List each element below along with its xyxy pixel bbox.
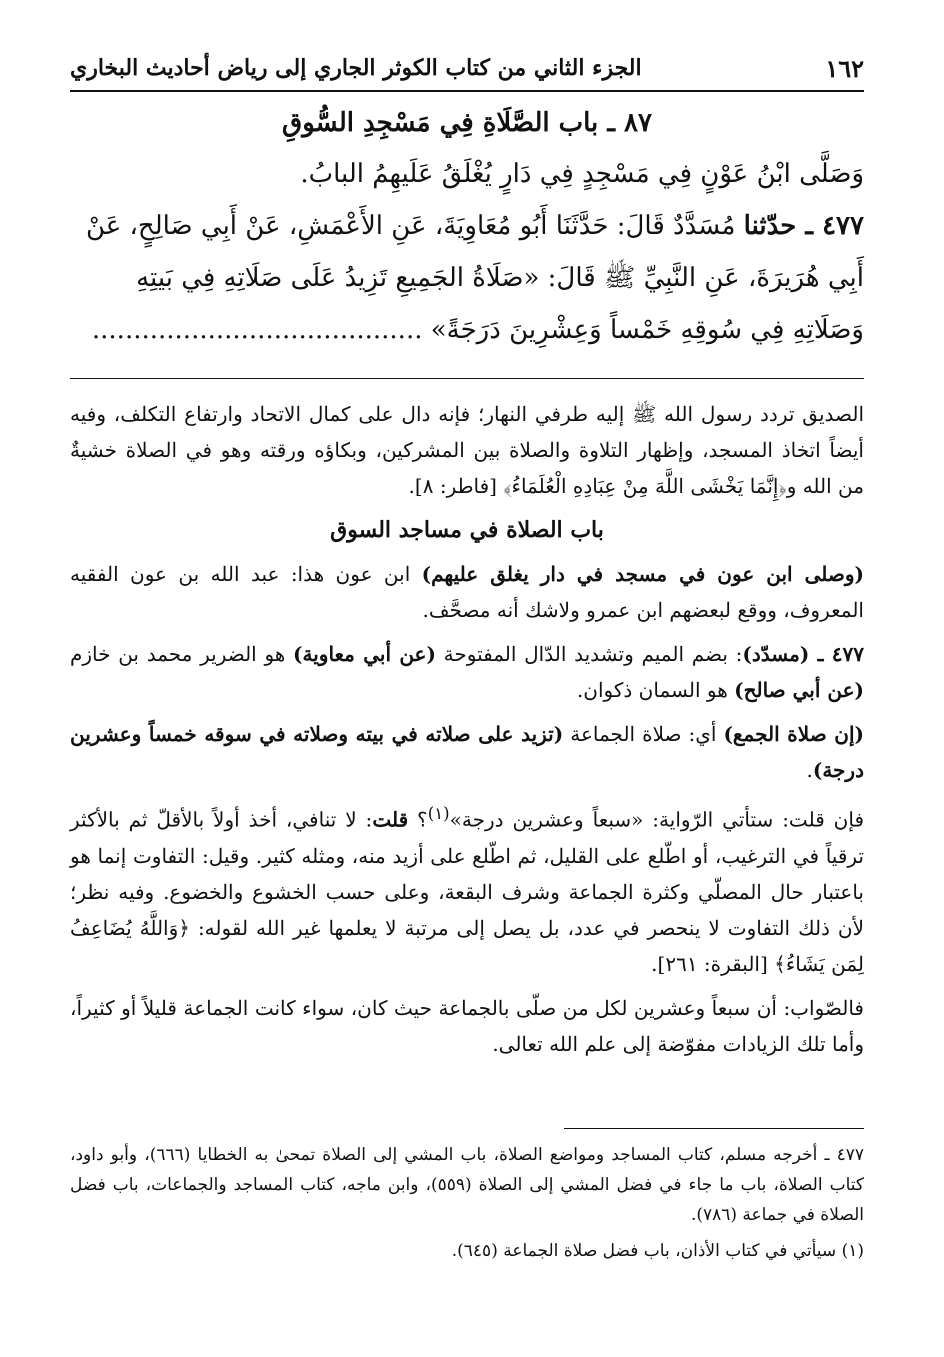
hadith-block bbox=[70, 148, 864, 356]
main-separator bbox=[70, 378, 864, 379]
footnote-ref: (١) bbox=[427, 804, 450, 823]
chapter-tarjama: وَصَلَّى ابْنُ عَوْنٍ فِي مَسْجِدٍ فِي دَارٍ يُغْلَقُ عَلَيهِمُ البابُ. bbox=[300, 159, 864, 189]
quoted-text: (تزيد على صلاته في بيته وصلاته في سوقه خمساً وعشرين درجة) bbox=[70, 722, 864, 782]
paragraph-text: : بضم الميم وتشديد الدّال المفتوحة bbox=[435, 642, 743, 666]
qult-label: قلت bbox=[372, 807, 409, 832]
quoted-text: (عن أبي صالح) bbox=[734, 678, 864, 702]
paragraph-text: ؟ bbox=[408, 807, 428, 832]
commentary-intro: الصديق تردد رسول الله ﷺ إليه طرفي النهار؛ فإنه دال على كمال الاتحاد وارتفاع التكلف، وفيه أيضاً اتخاذ المسجد، وإظهار التلاوة والصلاة بين المشركين، وبكاؤه ورقته وهو في الصلاة خشيةٌ من الله و﴿إِنَّمَا يَخْشَى اللَّهَ مِنْ عِبَادِهِ الْعُلَمَاءُ﴾ [فاطر: ٨]. bbox=[70, 402, 864, 498]
page-number: ١٦٢ bbox=[825, 53, 864, 83]
hadith-section bbox=[70, 100, 864, 356]
hadith-dots: ........................................ bbox=[91, 315, 423, 345]
commentary-paragraph bbox=[70, 796, 864, 982]
hadith-text bbox=[70, 200, 864, 356]
commentary-paragraph bbox=[70, 716, 864, 788]
hadith-number: ٤٧٧ ـ حدّثنا bbox=[743, 211, 864, 241]
chapter-title: ٨٧ ـ باب الصَّلَاةِ فِي مَسْجِدِ السُّوقِ bbox=[282, 108, 652, 138]
commentary-subtitle: باب الصلاة في مساجد السوق bbox=[330, 517, 604, 543]
paragraph-text: : لا تنافي، أخذ أولاً بالأقلّ ثم بالأكثر ترقياً في الترغيب، أو اطّلع على القليل، ثم اطّلع على أزيد منه، ومثله كثير. وقيل: التفاوت إنما هو باعتبار حال المصلّي وكثرة الجماعة وشرف البقعة، وعلى حسب الخشوع والخضوع. وفيه نظر؛ لأن ذلك التفاوت لا ينحصر في عدد، بل يصل إلى مرتبة لا يعلمها غير الله لقوله: ﴿وَاللَّهُ يُضَاعِفُ لِمَن يَشَاءُ﴾ [البقرة: ٢٦١]. bbox=[70, 807, 864, 976]
paragraph-text: . bbox=[806, 758, 813, 782]
footnote-separator bbox=[564, 1128, 864, 1129]
paragraph-text: ابن عون هذا: عبد الله بن عون الفقيه المعروف، ووقع لبعضهم ابن عمرو ولاشك أنه مصحَّف. bbox=[70, 562, 864, 622]
paragraph-text: أي: صلاة الجماعة bbox=[563, 722, 724, 746]
hadith-body: مُسَدَّدٌ قَالَ: حَدَّثَنَا أَبُو مُعَاوِيَةَ، عَنِ الأَعْمَشِ، عَنْ أَبِي صَالِحٍ، عَنْ أَبِي هُرَيرَةَ، عَنِ النَّبِيِّ ﷺ قَالَ: «صَلَاةُ الجَمِيعِ تَزِيدُ عَلَى صَلَاتِهِ فِي بَيتِهِ وَصَلَاتِهِ فِي سُوقِهِ خَمْساً وَعِشْرِينَ دَرَجَةً» bbox=[85, 211, 864, 345]
page-header bbox=[70, 46, 864, 92]
footnote-takhrij: ٤٧٧ ـ أخرجه مسلم، كتاب المساجد ومواضع الصلاة، باب المشي إلى الصلاة تمحىٰ به الخطايا (٦٦٦)، وأبو داود، كتاب الصلاة، باب ما جاء في فضل المشي إلى الصلاة (٥٥٩)، وابن ماجه، كتاب المساجد والجماعات، باب فضل الصلاة في جماعة (٧٨٦). bbox=[70, 1145, 865, 1225]
paragraph-text: فإن قلت: ستأتي الرّواية: «سبعاً وعشرين درجة» bbox=[449, 807, 865, 832]
quoted-text: (إن صلاة الجمع) bbox=[723, 722, 865, 746]
footnotes bbox=[70, 1140, 864, 1272]
paragraph-text: هو السمان ذكوان. bbox=[576, 678, 735, 702]
commentary-paragraph bbox=[70, 636, 864, 708]
commentary-paragraph: فالصّواب: أن سبعاً وعشرين لكل من صلّى بالجماعة حيث كان، سواء كانت الجماعة قليلاً أو كثيراً، وأما تلك الزيادات مفوّضة إلى علم الله تعالى. bbox=[70, 995, 864, 1056]
running-title: الجزء الثاني من كتاب الكوثر الجاري إلى رياض أحاديث البخاري bbox=[70, 55, 642, 81]
commentary bbox=[70, 396, 864, 1070]
commentary-paragraph bbox=[70, 556, 864, 628]
quoted-text: (وصلى ابن عون في مسجد في دار يغلق عليهم) bbox=[421, 562, 864, 586]
quoted-text: ٤٧٧ ـ (مسدّد) bbox=[742, 642, 864, 666]
paragraph-text: هو الضرير محمد بن خازم bbox=[70, 642, 294, 666]
footnote-1: (١) سيأتي في كتاب الأذان، باب فضل صلاة الجماعة (٦٤٥). bbox=[451, 1241, 864, 1261]
quoted-text: (عن أبي معاوية) bbox=[293, 642, 436, 666]
